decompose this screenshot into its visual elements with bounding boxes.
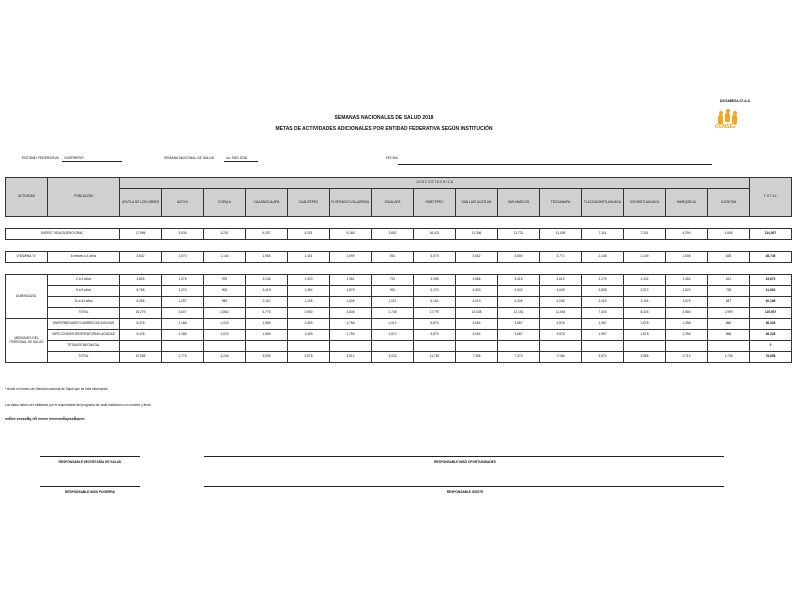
cell-value: 3,246 (204, 352, 246, 363)
cell-value: 11,721 (498, 229, 540, 240)
cell-value: 1,144 (204, 252, 246, 263)
cell-value (414, 341, 456, 352)
col-municipality: OMETEPEC (414, 189, 456, 217)
cell-value: 5,398 (414, 275, 456, 286)
cell-value: 12,151 (498, 308, 540, 319)
col-municipality: TECOANAPA (540, 189, 582, 217)
cell-value: 3,619 (540, 275, 582, 286)
cell-value: 2,419 (246, 286, 288, 297)
cell-value: 4,406 (498, 297, 540, 308)
metas-table (5, 177, 792, 363)
cell-value: 900 (204, 286, 246, 297)
note-2: Los datos deben ser validados por el responsable del programa de cada Institución con nombre y firma (5, 403, 151, 407)
cell-value: 1,676 (666, 297, 708, 308)
cell-value: 1,012 (372, 330, 414, 341)
cell-value (666, 341, 708, 352)
cell-value: 3,578 (540, 330, 582, 341)
table-row (6, 352, 792, 363)
cell-value: 3,607 (162, 308, 204, 319)
cell-value (708, 341, 750, 352)
cell-value: 12,028 (456, 308, 498, 319)
cell-value: 4,606 (330, 308, 372, 319)
table-row (6, 341, 792, 352)
sig2-line (204, 456, 724, 457)
cell-value: 2,242 (624, 275, 666, 286)
cell-value: 3,415 (498, 275, 540, 286)
cell-value: 728 (708, 286, 750, 297)
cell-value: 628 (708, 252, 750, 263)
cell-value: 1,966 (246, 330, 288, 341)
cell-value: 2,148 (582, 252, 624, 263)
cell-value: 7,374 (498, 352, 540, 363)
row-actividad: SUERO "VIDA SUERO ORAL" (6, 229, 120, 240)
col-municipality: AYUTLA DE LOS LIBRES (120, 189, 162, 217)
cell-value: 1,186 (162, 319, 204, 330)
cell-value: 4,342 (498, 286, 540, 297)
cell-value: 2,972 (624, 286, 666, 297)
cell-value: 984 (204, 297, 246, 308)
cell-total: 36,326 (750, 330, 792, 341)
col-municipality: IGUALAPA (372, 189, 414, 217)
cell-value: 3,201 (204, 229, 246, 240)
cell-value: 4,290 (666, 229, 708, 240)
cell-total: 40,166 (750, 297, 792, 308)
table-row (6, 286, 792, 297)
cell-value: 5,476 (120, 330, 162, 341)
cell-value (120, 341, 162, 352)
row-poblacion: TÉTANOS NEONATAL (48, 341, 120, 352)
cell-value: 2,652 (372, 229, 414, 240)
cell-value: 7,201 (624, 229, 666, 240)
cell-value: 1,966 (246, 319, 288, 330)
sig3-label: RESPONSABLE IMSS POGERRA (65, 490, 115, 494)
cell-value: 11,044 (540, 308, 582, 319)
col-municipality: SAN LUIS ACATLAN (456, 189, 498, 217)
cell-value: 847 (708, 297, 750, 308)
row-poblacion: INFECCIONES RESPIRATORIAS AGUDAS (48, 330, 120, 341)
cell-value: 3,687 (498, 319, 540, 330)
entidad-value[interactable]: GUERRERO (64, 156, 84, 160)
row-actividad: MENSAJES DEL PERSONAL DE SALUD (6, 319, 48, 363)
cell-value: 6,154 (414, 297, 456, 308)
table-row (6, 229, 792, 240)
cell-value: 2,978 (288, 352, 330, 363)
cell-value: 16,279 (120, 308, 162, 319)
row-poblacion: TOTAL (48, 308, 120, 319)
cell-value: 1,494 (288, 286, 330, 297)
col-municipality: AZOYU (162, 189, 204, 217)
cell-value: 1,364 (666, 275, 708, 286)
jurisdiction-header: J U R C O S T A C H I C A (120, 178, 750, 189)
row-actividad: VITAMINA "A" (6, 252, 48, 263)
cell-value: 1,320 (288, 275, 330, 286)
page-subtitle: METAS DE ACTIVIDADES ADICIONALES POR ENTIDAD FEDERATIVA SEGÚN INSTITUCIÓN (275, 126, 493, 132)
cell-value: 5,876 (414, 319, 456, 330)
col-municipality: COPALA (204, 189, 246, 217)
semana-underline (224, 161, 258, 162)
cell-value: 2,745 (372, 308, 414, 319)
cell-value: 4,049 (540, 286, 582, 297)
cell-value: 3,118 (624, 297, 666, 308)
cell-value: 1,023 (204, 319, 246, 330)
cell-value: 2,776 (162, 352, 204, 363)
cell-value: 866 (708, 319, 750, 330)
cell-value: 3,036 (162, 229, 204, 240)
col-total: T O T A L (750, 178, 792, 217)
col-actividad: ACTIVIDAD (6, 178, 48, 217)
cell-value (456, 341, 498, 352)
cell-value: 2,179 (582, 275, 624, 286)
col-municipality: XOCHISTLAHUACA (624, 189, 666, 217)
cell-value: 3,826 (120, 275, 162, 286)
cell-value: 3,024 (372, 352, 414, 363)
col-municipality: TLACOACHISTLAHUACA (582, 189, 624, 217)
table-row (6, 275, 792, 286)
cell-value: 3,856 (624, 352, 666, 363)
cell-value: 3,950 (288, 308, 330, 319)
cell-total: 76,656 (750, 352, 792, 363)
cell-value: 1,023 (204, 330, 246, 341)
cell-value (582, 341, 624, 352)
cell-value: 1,396 (666, 319, 708, 330)
col-municipality: FLORENCIO VILLARREAL (330, 189, 372, 217)
col-municipality: MARQUELIA (666, 189, 708, 217)
cell-value: 1,987 (582, 319, 624, 330)
cell-value: 5,165 (330, 229, 372, 240)
cell-value: 7,396 (456, 352, 498, 363)
logo-text: CONSEJ (715, 124, 736, 130)
cell-value: 1,620 (666, 286, 708, 297)
cell-value (246, 341, 288, 352)
cell-value: 17,966 (120, 229, 162, 240)
cell-value: 5,876 (414, 330, 456, 341)
cell-value: 1,756 (330, 330, 372, 341)
form-code: DS/SABESA-07-A-A (720, 99, 750, 103)
cell-value: 1,965 (246, 252, 288, 263)
cell-value: 1,396 (666, 330, 708, 341)
note-3: s¤Ñ¤¤ s¤¤ssÑq ¤Ñ ¤¤¤¤¤ ¤¤¤¤¤ssÑq¤ssÑq¤¤¤ (5, 417, 85, 421)
cell-value: 2,246 (246, 275, 288, 286)
fecha-label: FECHA: (386, 156, 399, 160)
cell-value: 941 (372, 252, 414, 263)
cell-value (498, 341, 540, 352)
cell-value: 1,006 (666, 252, 708, 263)
cell-value: 3,974 (582, 352, 624, 363)
cell-value: 6,337 (246, 229, 288, 240)
cell-value: 1,878 (624, 330, 666, 341)
col-poblacion: POBLACIÓN (48, 178, 120, 217)
cell-value: 16,421 (414, 229, 456, 240)
cell-value: 1,879 (330, 286, 372, 297)
cell-total: 0 (750, 341, 792, 352)
cell-value: 3,936 (246, 352, 288, 363)
cell-value: 7,156 (540, 352, 582, 363)
cell-value: 1,012 (372, 319, 414, 330)
cell-value (288, 341, 330, 352)
cell-value: 1,606 (330, 297, 372, 308)
cell-value: 4,584 (666, 308, 708, 319)
cell-value: 1,845 (708, 229, 750, 240)
row-poblacion: 2 a 4 años (48, 275, 120, 286)
cell-value: 1,070 (162, 252, 204, 263)
cell-total: 114,907 (750, 229, 792, 240)
cell-value: 612 (708, 275, 750, 286)
cell-value: 1,076 (162, 275, 204, 286)
cell-value: 978 (204, 275, 246, 286)
col-municipality: CUAJINICUILAPA (246, 189, 288, 217)
cell-value: 1,099 (330, 252, 372, 263)
cell-value: 2,862 (204, 308, 246, 319)
cell-value: 2,828 (582, 286, 624, 297)
cell-value: 1,061 (330, 275, 372, 286)
cell-value: 1,756 (330, 319, 372, 330)
cell-value: 3,578 (540, 319, 582, 330)
cell-value: 3,686 (456, 275, 498, 286)
sig1-line (40, 456, 140, 457)
row-poblacion: TOTAL (48, 352, 120, 363)
cell-value: 6,775 (246, 308, 288, 319)
row-actividad: ALBENDAZOL (6, 275, 48, 319)
cell-value: 11,306 (456, 229, 498, 240)
col-municipality: SAN MARCOS (498, 189, 540, 217)
cell-value: 3,504 (498, 252, 540, 263)
cell-value: 3,632 (120, 252, 162, 263)
cell-value: 4,006 (540, 297, 582, 308)
cell-value: 3,687 (498, 330, 540, 341)
cell-value: 2,110 (246, 297, 288, 308)
cell-value: 7,426 (582, 308, 624, 319)
cell-value: 4,303 (456, 286, 498, 297)
fecha-field[interactable] (398, 164, 712, 165)
table-row (6, 297, 792, 308)
sig1-label: RESPONSABLE SECRETARÍA DE SALUD (58, 460, 122, 464)
cell-total: 33,870 (750, 275, 792, 286)
cell-value: 6,765 (120, 286, 162, 297)
cell-value: 8,326 (624, 308, 666, 319)
cell-total: 41,892 (750, 286, 792, 297)
table-row (6, 252, 792, 263)
cell-value: 1,736 (708, 352, 750, 363)
cell-value: 3,771 (540, 252, 582, 263)
cell-value: 791 (372, 275, 414, 286)
row-poblacion: ENFERMEDADES DIARREICAS AGUDAS (48, 319, 120, 330)
cell-value: 17,797 (414, 308, 456, 319)
cell-value (204, 341, 246, 352)
cell-value (330, 341, 372, 352)
cell-value: 11,750 (414, 352, 456, 363)
cell-value: 1,999 (708, 308, 750, 319)
entidad-underline (62, 161, 122, 162)
cell-value: 4,019 (456, 297, 498, 308)
semana-value[interactable]: 1a. SNS 2018 (226, 156, 248, 160)
cell-value: 1,469 (288, 330, 330, 341)
row-poblacion: 10 a 14 años (48, 297, 120, 308)
cell-value: 3,512 (330, 352, 372, 363)
cell-value: 1,021 (372, 297, 414, 308)
cell-value: 1,186 (162, 330, 204, 341)
cell-value: 10,955 (120, 352, 162, 363)
cell-value: 3,062 (456, 252, 498, 263)
cell-value: 2,149 (624, 252, 666, 263)
cell-value: 2,710 (666, 352, 708, 363)
cell-value: 2,419 (582, 297, 624, 308)
cell-value: 11,009 (540, 229, 582, 240)
cell-value (540, 341, 582, 352)
sig4-line (204, 486, 724, 487)
cell-value: 1,469 (288, 319, 330, 330)
cell-value: 1,274 (162, 286, 204, 297)
row-poblacion: 6 meses a 4 años (48, 252, 120, 263)
cell-value: 4,201 (288, 229, 330, 240)
row-poblacion: 5 a 9 años (48, 286, 120, 297)
cell-value: 1,136 (288, 297, 330, 308)
col-municipality: JUCHITAN (708, 189, 750, 217)
note-1: * Anote el número de Semana nacional de Salud que se está informando (5, 387, 108, 391)
sig2-label: RESPONSABLE IMSS OPORTUNIDADES (434, 460, 496, 464)
cell-value: 6,170 (414, 286, 456, 297)
page-title: SEMANAS NACIONALES DE SALUD 2018 (334, 115, 434, 121)
col-municipality: CUAUTEPEC (288, 189, 330, 217)
cell-value: 7,114 (582, 229, 624, 240)
cell-value: 3,054 (456, 330, 498, 341)
table-row (6, 308, 792, 319)
table-row (6, 330, 792, 341)
cell-value: 866 (708, 330, 750, 341)
cell-value: 1,987 (582, 330, 624, 341)
sig4-label: RESPONSABLE ISSSTE (446, 490, 484, 494)
cell-value: 1,878 (624, 319, 666, 330)
cell-total: 115,907 (750, 308, 792, 319)
cell-value: 5,476 (120, 319, 162, 330)
cell-value (624, 341, 666, 352)
cell-total: 36,326 (750, 319, 792, 330)
cell-value: 931 (372, 286, 414, 297)
cell-value: 6,286 (120, 297, 162, 308)
cell-value (162, 341, 204, 352)
sig3-line (40, 486, 140, 487)
cell-value: 1,257 (162, 297, 204, 308)
cell-value: 1,161 (288, 252, 330, 263)
entidad-label: ENTIDAD FEDERATIVA: (22, 156, 60, 160)
cell-value (372, 341, 414, 352)
cell-total: 36,748 (750, 252, 792, 263)
cell-value: 5,079 (414, 252, 456, 263)
cell-value: 3,054 (456, 319, 498, 330)
table-row (6, 319, 792, 330)
semana-label: SEMANA NACIONAL DE SALUD (164, 156, 215, 160)
